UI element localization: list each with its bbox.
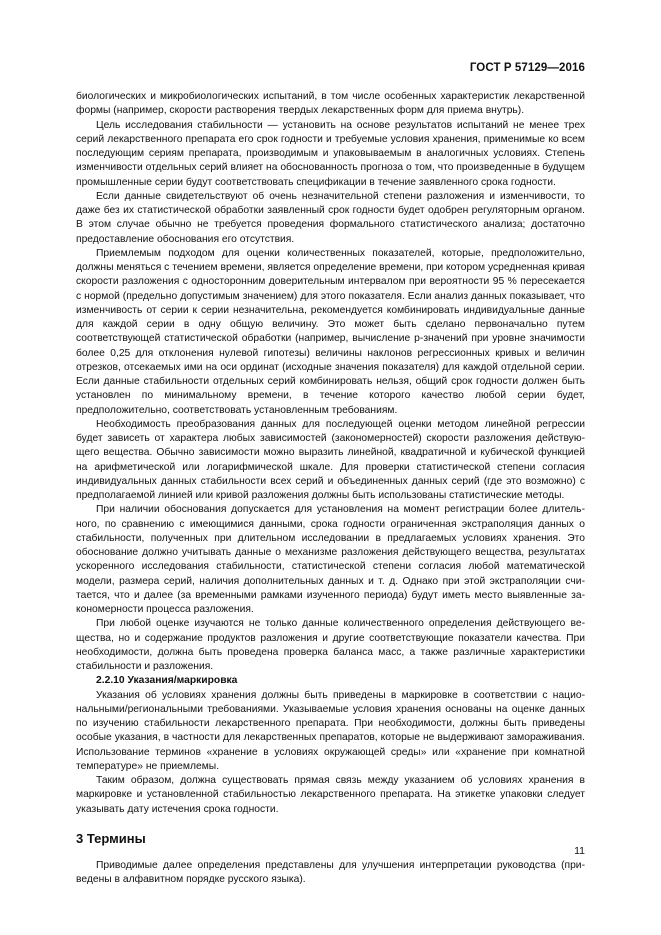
paragraph: Указания об условиях хранения должны быть приведены в маркировке в соответствии с национальными/региональными требованиями. Указываемые условия хранения основаны на оценке данных по изучению стабильности лекарственного препарата. При необходимости, должны быть приведены особые указания, в частности для лекарственных препаратов, которые не выдерживают замораживания. Использование терминов «хранение в условиях окружающей среды» или «хранение при комнатной температуре» не приемлемы. (76, 689, 585, 772)
paragraph: Приемлемым подходом для оценки количественных показателей, которые, предположительно, должны меняться с течением времени, является определение времени, при котором усредненная кривая скорости разложения с односторонним доверительным интервалом при вероятности 95 % пересекается с нормой (предельно допустимым значением) для этого показателя. Если анализ данных показывает, что изменчивость от серии к серии незначительна, рекомендуется комбинировать индивидуальные данные для каждой серии в одну общую величину. Это может быть сделано первоначально путем соответствующей статистической обработки (например, вычисление р-значений при уровне значимости более 0,25 для отклонения нулевой гипотезы) величины наклонов регрессионных кривых и величин отрезков, отсекаемых ими на оси ординат (исходные значения показателя) для каждой отдельной серии. Если данные стабильности отдельных серий комбинировать нельзя, общий срок годности должен быть установлен по минимальному времени, в течение которого качество любой серии будет, предположительно, соответствовать установленным требованиям. (76, 247, 585, 416)
paragraph: Таким образом, должна существовать прямая связь между указанием об условиях хранения в маркировке и установленной стабильностью лекарственного препарата. На этикетке упаковки следует указывать дату истечения срока годности. (76, 775, 585, 815)
paragraph: При любой оценке изучаются не только данные количественного определения действующего вещества, но и содержание продуктов разложения и другие соответствующие показатели качества. При необходимости, должна быть проведена проверка баланса масс, а также различные характеристики стабильности и разложения. (76, 618, 585, 672)
paragraph: Необходимость преобразования данных для последующей оценки методом линейной регрессии будет зависеть от характера любых зависимостей (закономерностей) скорости разложения действующего вещества. Обычно зависимости можно выразить линейной, квадратичной и кубической функцией на арифметической или логарифмической шкале. Для проверки статистической степени согласия индивидуальных данных стабильности всех серий и объединенных данных серий (где это возможно) с предполагаемой линией или кривой разложения должны быть использованы статистические методы. (76, 418, 585, 501)
page-number: 11 (574, 845, 585, 857)
standard-code: ГОСТ Р 57129—2016 (469, 62, 585, 74)
paragraph: Приводимые далее определения представлены для улучшения интерпретации руководства (приведены в алфавитном порядке русского языка). (76, 859, 585, 885)
section-heading: 3 Термины (76, 830, 146, 846)
subsection-heading: 2.2.10 Указания/маркировка (96, 675, 238, 687)
paragraph: При наличии обоснования допускается для установления на момент регистрации более длительного, по сравнению с имеющимися данными, срока годности ограниченная экстраполяция данных о стабильности, полученных при длительном исследовании в предлагаемых условиях хранения. Это обоснование должно учитывать данные о механизме разложения действующего вещества, результатах ускоренного исследования стабильности, статистической степени согласия любой математической модели, размера серий, наличия дополнительных данных и т. д. Однако при этой экстраполяции считается, что и далее (за временными рамками изученного периода) будут иметь место выявленные закономерности процесса разложения. (76, 504, 585, 615)
document-body (76, 90, 585, 887)
paragraph: биологических и микробиологических испытаний, в том числе особенных характеристик лекарственной формы (например, скорости растворения твердых лекарственных форм для приема внутрь). (76, 91, 585, 117)
paragraph: Если данные свидетельствуют об очень незначительной степени разложения и изменчивости, то даже без их статистической обработки заявленный срок годности будет одобрен регуляторным органом. В этом случае обычно не требуется проведения формального статистического анализа; достаточно предоставление обоснования его отсутствия. (76, 190, 585, 245)
paragraph: Цель исследования стабильности — установить на основе результатов испытаний не менее трех серий лекарственного препарата его срок годности и требуемые условия хранения, применимые ко всем последующим сериям препарата, производимым и упаковываемым в аналогичных условиях. Степень изменчивости отдельных серий влияет на обоснованность прогноза о том, что произведенные в будущем промышленные серии будут соответствовать спецификации в течение заявленного срока годности. (76, 119, 585, 188)
